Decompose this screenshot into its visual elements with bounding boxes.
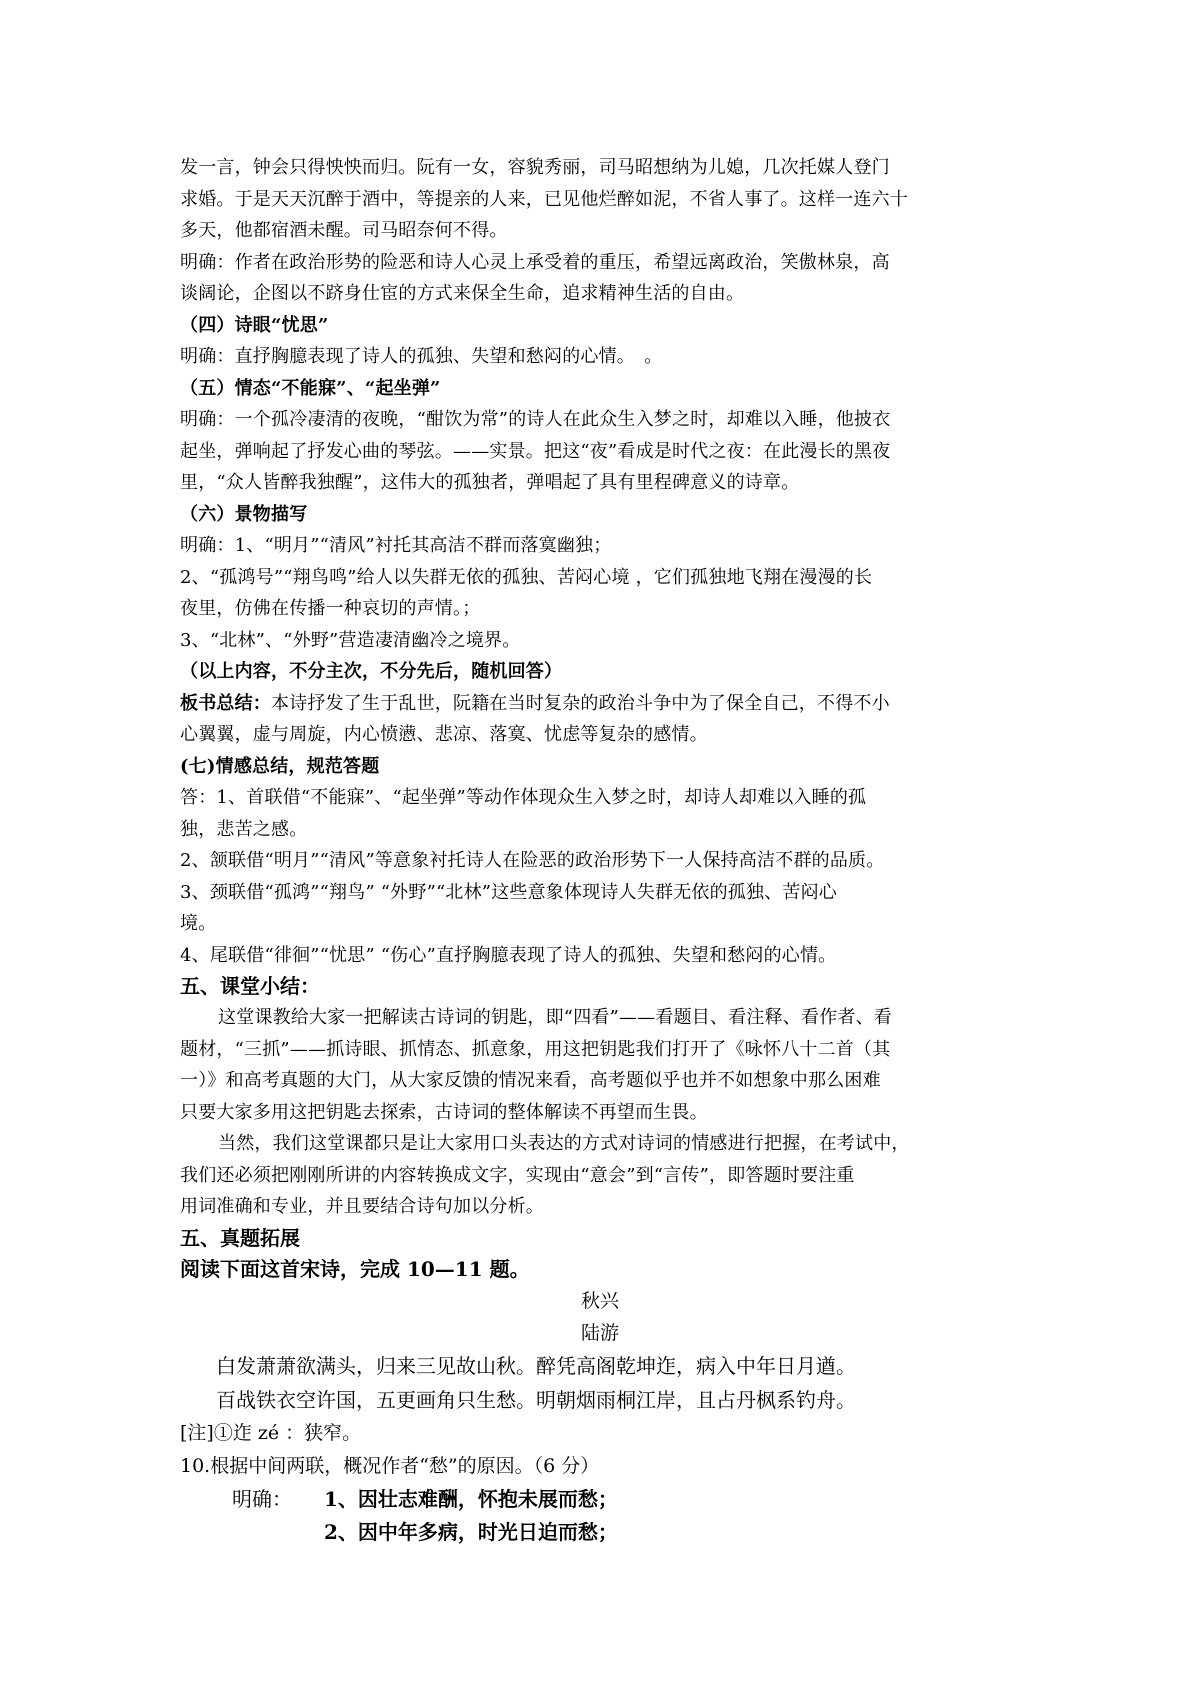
section-heading: (七)情感总结，规范答题	[180, 755, 380, 777]
text-line: 我们还必须把刚刚所讲的内容转换成文字，实现由“意会”到“言传”，即答题时要注重	[180, 1164, 855, 1186]
document-page	[180, 152, 1020, 1549]
reading-instruction: 阅读下面这首宋诗，完成 10—11 题。	[180, 1256, 530, 1281]
board-summary	[180, 688, 1020, 720]
text-line: 起坐，弹响起了抒发心曲的琴弦。——实景。把这“夜”看成是时代之夜：在此漫长的黑夜	[180, 440, 891, 462]
text-line: 3、“北林”、“外野”营造凄清幽冷之境界。	[180, 629, 521, 651]
section-heading: （五）情态“不能寐”、“起坐弹”	[180, 377, 441, 399]
text-line: 用词准确和专业，并且要结合诗句加以分析。	[180, 1196, 544, 1217]
text-line: 多天，他都宿酒未醒。司马昭奈何不得。	[180, 220, 508, 241]
poem-line: 百战铁衣空许国，五更画角只生愁。明朝烟雨桐江岸，且占丹枫系钓舟。	[216, 1387, 856, 1412]
text-line: 2、“孤鸿号”“翔鸟鸣”给人以失群无依的孤独、苦闷心境 ，它们孤独地飞翔在漫漫的长	[180, 566, 873, 588]
poem-title: 秋兴	[580, 1289, 619, 1312]
text-line: 当然，我们这堂课都只是让大家用口头表达的方式对诗词的情感进行把握，在考试中，	[218, 1133, 910, 1154]
text-line: 独，悲苦之感。	[180, 818, 308, 840]
text-line: 明确：作者在政治形势的险恶和诗人心灵上承受着的重压，希望远离政治，笑傲林泉，高	[180, 251, 890, 273]
text-line: 答：1、首联借“不能寐”、“起坐弹”等动作体现众生入梦之时，却诗人却难以入睡的孤	[180, 787, 867, 808]
class-summary-heading: 五、课堂小结：	[180, 974, 320, 998]
text-line: 发一言，钟会只得怏怏而归。阮有一女，容貌秀丽，司马昭想纳为儿媳，几次托媒人登门	[180, 157, 890, 178]
text-line: 境。	[180, 913, 217, 934]
text-line: 求婚。于是天天沉醉于酒中，等提亲的人来，已见他烂醉如泥，不省人事了。这样一连六十	[180, 188, 908, 210]
text-line: 2、颔联借“明月”“清风”等意象衬托诗人在险恶的政治形势下一人保持高洁不群的品质。	[180, 850, 885, 871]
answer-text: 2、因中年多病，时光日迫而愁；	[324, 1519, 618, 1544]
poem-author: 陆游	[580, 1321, 619, 1344]
text-line: 3、颈联借“孤鸿”“翔鸟” “外野”“北林”这些意象体现诗人失群无依的孤独、苦闷心	[180, 881, 837, 903]
poem-line: 白发萧萧欲满头，归来三见故山秋。醉凭高阁乾坤迮，病入中年日月遒。	[216, 1353, 856, 1378]
text-line: 心翼翼，虚与周旋，内心愤懑、悲凉、落寞、忧虑等复杂的感情。	[180, 724, 708, 745]
text-line: 一）》和高考真题的大门，从大家反馈的情况来看，高考题似乎也并不如想象中那么困难	[180, 1070, 881, 1091]
board-summary-label: 板书总结：	[180, 692, 271, 714]
poem-note: [注]①迮 zé ：狭窄。	[180, 1421, 362, 1444]
text-line: 4、尾联借“徘徊”“忧思” “伤心”直抒胸臆表现了诗人的孤独、失望和愁闷的心情。	[180, 944, 837, 966]
answer-line	[180, 1483, 1020, 1516]
text-line: 谈阔论，企图以不跻身仕宦的方式来保全生命，追求精神生活的自由。	[180, 283, 745, 304]
text-line: 明确：1、“明月”“清风”衬托其高洁不群而落寞幽独；	[180, 535, 612, 556]
text-line: 明确：一个孤冷凄清的夜晚，“酣饮为常”的诗人在此众生入梦之时，却难以入睡，他披衣	[180, 409, 891, 430]
board-summary-text: 本诗抒发了生于乱世，阮籍在当时复杂的政治斗争中为了保全自己，不得不小	[271, 692, 890, 714]
section-heading: （六）景物描写	[180, 503, 308, 525]
text-line: 里，“众人皆醉我独醒”，这伟大的孤独者，弹唱起了具有里程碑意义的诗章。	[180, 472, 800, 493]
extension-heading: 五、真题拓展	[180, 1225, 300, 1250]
question: 10.根据中间两联，概况作者“愁”的原因。（6 分）	[180, 1454, 600, 1477]
section-heading: （四）诗眼“忧思”	[180, 314, 329, 336]
text-line: 题材，“三抓”——抓诗眼、抓情态、抓意象，用这把钥匙我们打开了《咏怀八十二首（其	[180, 1038, 891, 1060]
answer-label: 明确：	[232, 1486, 292, 1511]
text-line: 夜里，仿佛在传播一种哀切的声情。；	[180, 598, 481, 619]
answer-text: 1、因壮志难酬，怀抱未展而愁；	[324, 1486, 618, 1511]
section-heading: （以上内容，不分主次，不分先后，随机回答）	[180, 661, 563, 682]
text-line: 只要大家多用这把钥匙去探索，古诗词的整体解读不再望而生畏。	[180, 1101, 708, 1123]
text-line: 明确：直抒胸臆表现了诗人的孤独、失望和愁闷的心情。 。	[180, 346, 663, 367]
text-line: 这堂课教给大家一把解读古诗词的钥匙，即“四看”——看题目、看注释、看作者、看	[218, 1007, 893, 1028]
